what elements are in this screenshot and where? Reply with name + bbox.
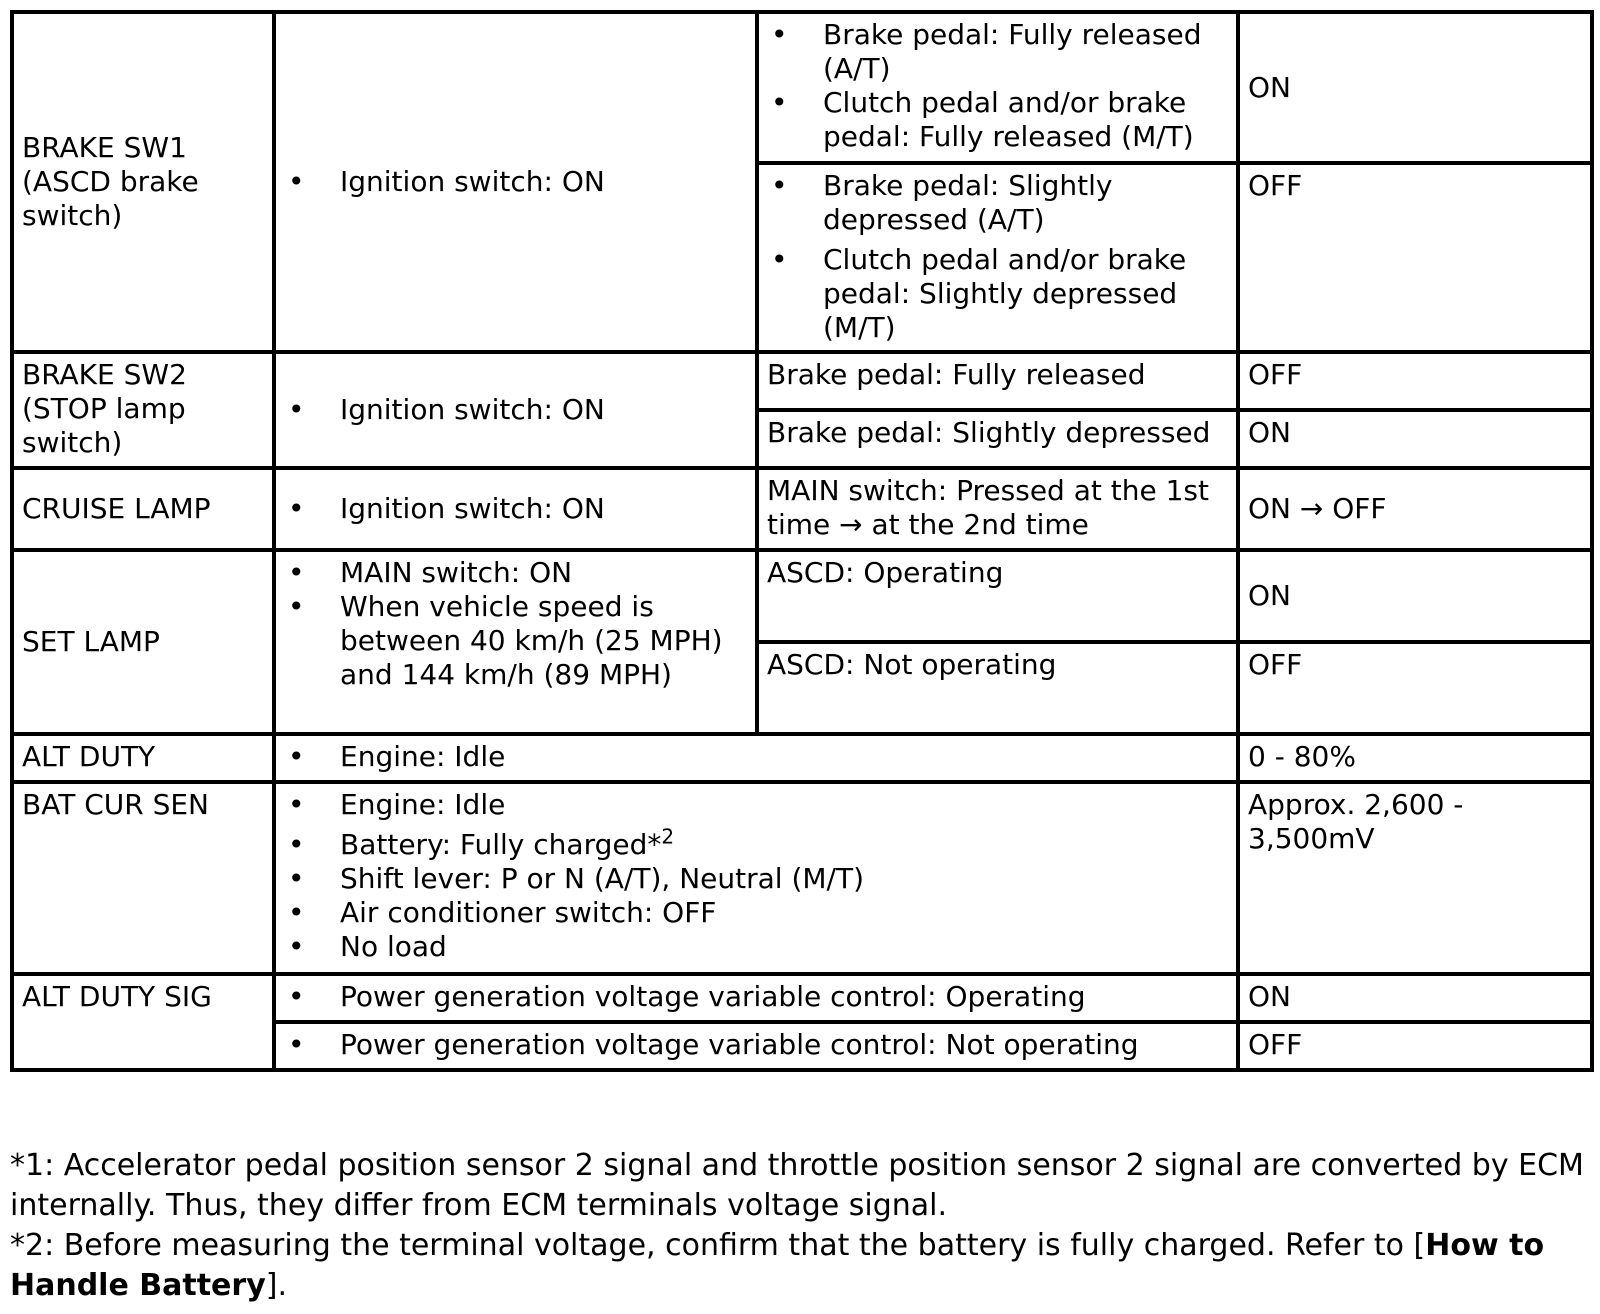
footnotes: [10, 1146, 1590, 1306]
list-item: • No load: [284, 930, 1228, 964]
condition-cell: [274, 550, 757, 734]
state-cell: Brake pedal: Fully released: [757, 352, 1238, 410]
list-item: • Ignition switch: ON: [284, 165, 747, 199]
battery-handling-link[interactable]: How to Handle Battery: [10, 1228, 1545, 1303]
item-bat-cur-sen: BAT CUR SEN: [12, 782, 274, 974]
list-item: • Ignition switch: ON: [284, 492, 747, 526]
condition-cell: [274, 12, 757, 352]
item-cruise-lamp: CRUISE LAMP: [12, 468, 274, 550]
table-row: [12, 974, 1592, 1022]
condition-cell: [274, 974, 1238, 1022]
table-row: [12, 734, 1592, 782]
battery-condition-text: Battery: Fully charged*: [340, 828, 662, 861]
table-row: [12, 550, 1592, 642]
list-item: • Engine: Idle: [284, 740, 1228, 774]
footnote-1: *1: Accelerator pedal position sensor 2 signal and throttle position sensor 2 signal are converted by ECM internally. Thus, they differ from ECM terminals voltage signal.: [10, 1148, 1584, 1223]
table-row: [12, 12, 1592, 163]
footnote-2-text: *2: Before measuring the terminal voltage, confirm that the battery is fully charged. Refer to [: [10, 1228, 1426, 1263]
condition-cell: [274, 468, 757, 550]
item-set-lamp: SET LAMP: [12, 550, 274, 734]
state-cell: Brake pedal: Slightly depressed: [757, 410, 1238, 468]
table-row: [12, 468, 1592, 550]
footnote-ref: 2: [661, 824, 675, 849]
table-row: [12, 782, 1592, 974]
value-cell: ON: [1238, 12, 1592, 163]
footnote-2: [10, 1226, 1590, 1306]
condition-cell: [274, 352, 757, 468]
condition-cell: [274, 782, 1238, 974]
table-row: [12, 352, 1592, 410]
list-item: • Power generation voltage variable control: Operating: [284, 980, 1228, 1014]
value-cell: OFF: [1238, 163, 1592, 352]
value-cell: ON: [1238, 550, 1592, 642]
list-item: • When vehicle speed is between 40 km/h (25 MPH) and 144 km/h (89 MPH): [284, 590, 747, 692]
value-cell: ON → OFF: [1238, 468, 1592, 550]
item-alt-duty-sig: ALT DUTY SIG: [12, 974, 274, 1070]
list-item: • Air conditioner switch: OFF: [284, 896, 1228, 930]
state-cell: [757, 163, 1238, 352]
value-cell: OFF: [1238, 352, 1592, 410]
value-cell: OFF: [1238, 642, 1592, 734]
list-item: [284, 824, 1228, 862]
spec-table: [10, 10, 1594, 1072]
item-brake-sw2: BRAKE SW2 (STOP lamp switch): [12, 352, 274, 468]
state-cell: [757, 12, 1238, 163]
item-brake-sw1: BRAKE SW1 (ASCD brake switch): [12, 12, 274, 352]
value-cell: OFF: [1238, 1022, 1592, 1070]
list-item: • Engine: Idle: [284, 788, 1228, 822]
value-cell: 0 - 80%: [1238, 734, 1592, 782]
list-item: • Clutch pedal and/or brake pedal: Slightly depressed (M/T): [767, 243, 1228, 345]
condition-cell: [274, 1022, 1238, 1070]
value-cell: ON: [1238, 974, 1592, 1022]
list-item: • Brake pedal: Fully released (A/T): [767, 18, 1228, 86]
condition-cell: [274, 734, 1238, 782]
state-cell: MAIN switch: Pressed at the 1st time → at the 2nd time: [757, 468, 1238, 550]
list-item: • Ignition switch: ON: [284, 393, 747, 427]
state-cell: ASCD: Operating: [757, 550, 1238, 642]
footnote-2-suffix: ].: [265, 1268, 287, 1303]
list-item: • Clutch pedal and/or brake pedal: Fully released (M/T): [767, 86, 1228, 154]
value-cell: ON: [1238, 410, 1592, 468]
list-item: • Power generation voltage variable control: Not operating: [284, 1028, 1228, 1062]
list-item: • Brake pedal: Slightly depressed (A/T): [767, 169, 1228, 237]
list-item: • MAIN switch: ON: [284, 556, 747, 590]
item-alt-duty: ALT DUTY: [12, 734, 274, 782]
value-cell: Approx. 2,600 - 3,500mV: [1238, 782, 1592, 974]
list-item: • Shift lever: P or N (A/T), Neutral (M/T): [284, 862, 1228, 896]
state-cell: ASCD: Not operating: [757, 642, 1238, 734]
